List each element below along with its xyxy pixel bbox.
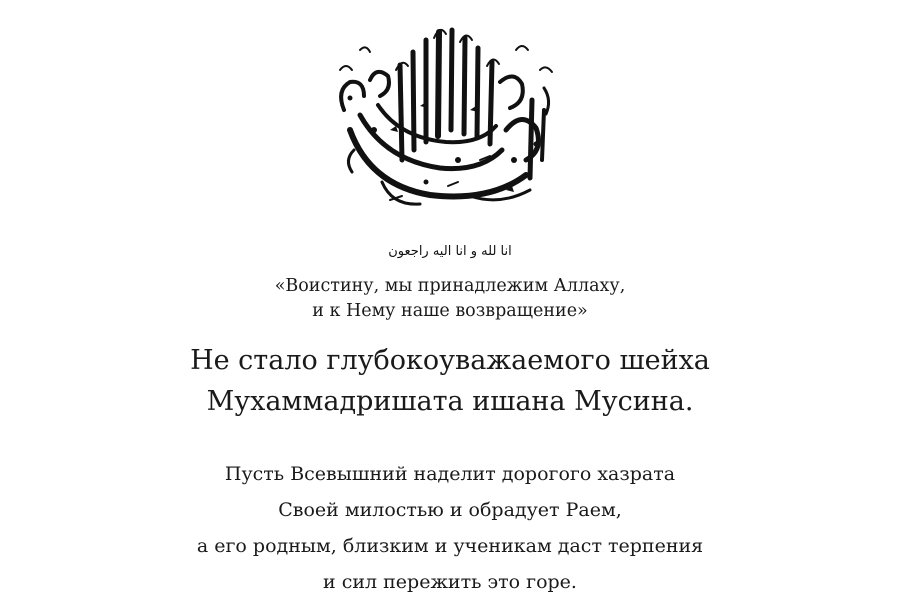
condolence-line-4: и сил пережить это горе.: [323, 571, 577, 593]
headline: [0, 340, 900, 422]
condolence-line-2: Своей милостью и обрадует Раем,: [278, 499, 622, 521]
calligraphy-emblem: [330, 10, 562, 210]
translation-quote: [0, 274, 900, 324]
translation-line-1: «Воистину, мы принадлежим Аллаху,: [274, 276, 626, 296]
translation-line-2: и к Нему наше возвращение»: [312, 301, 588, 321]
headline-line-1: Не стало глубокоуважаемого шейха: [190, 345, 710, 376]
headline-line-2: Мухаммадришата ишана Мусина.: [206, 386, 694, 417]
condolence-line-3: а его родным, близким и ученикам даст терпения: [196, 535, 704, 557]
arabic-calligraphy-icon: [330, 10, 562, 210]
arabic-phrase: انا لله و انا اليه راجعون: [388, 244, 512, 259]
condolence-line-1: Пусть Всевышний наделит дорогого хазрата: [224, 463, 676, 485]
condolence-message: [0, 456, 900, 600]
